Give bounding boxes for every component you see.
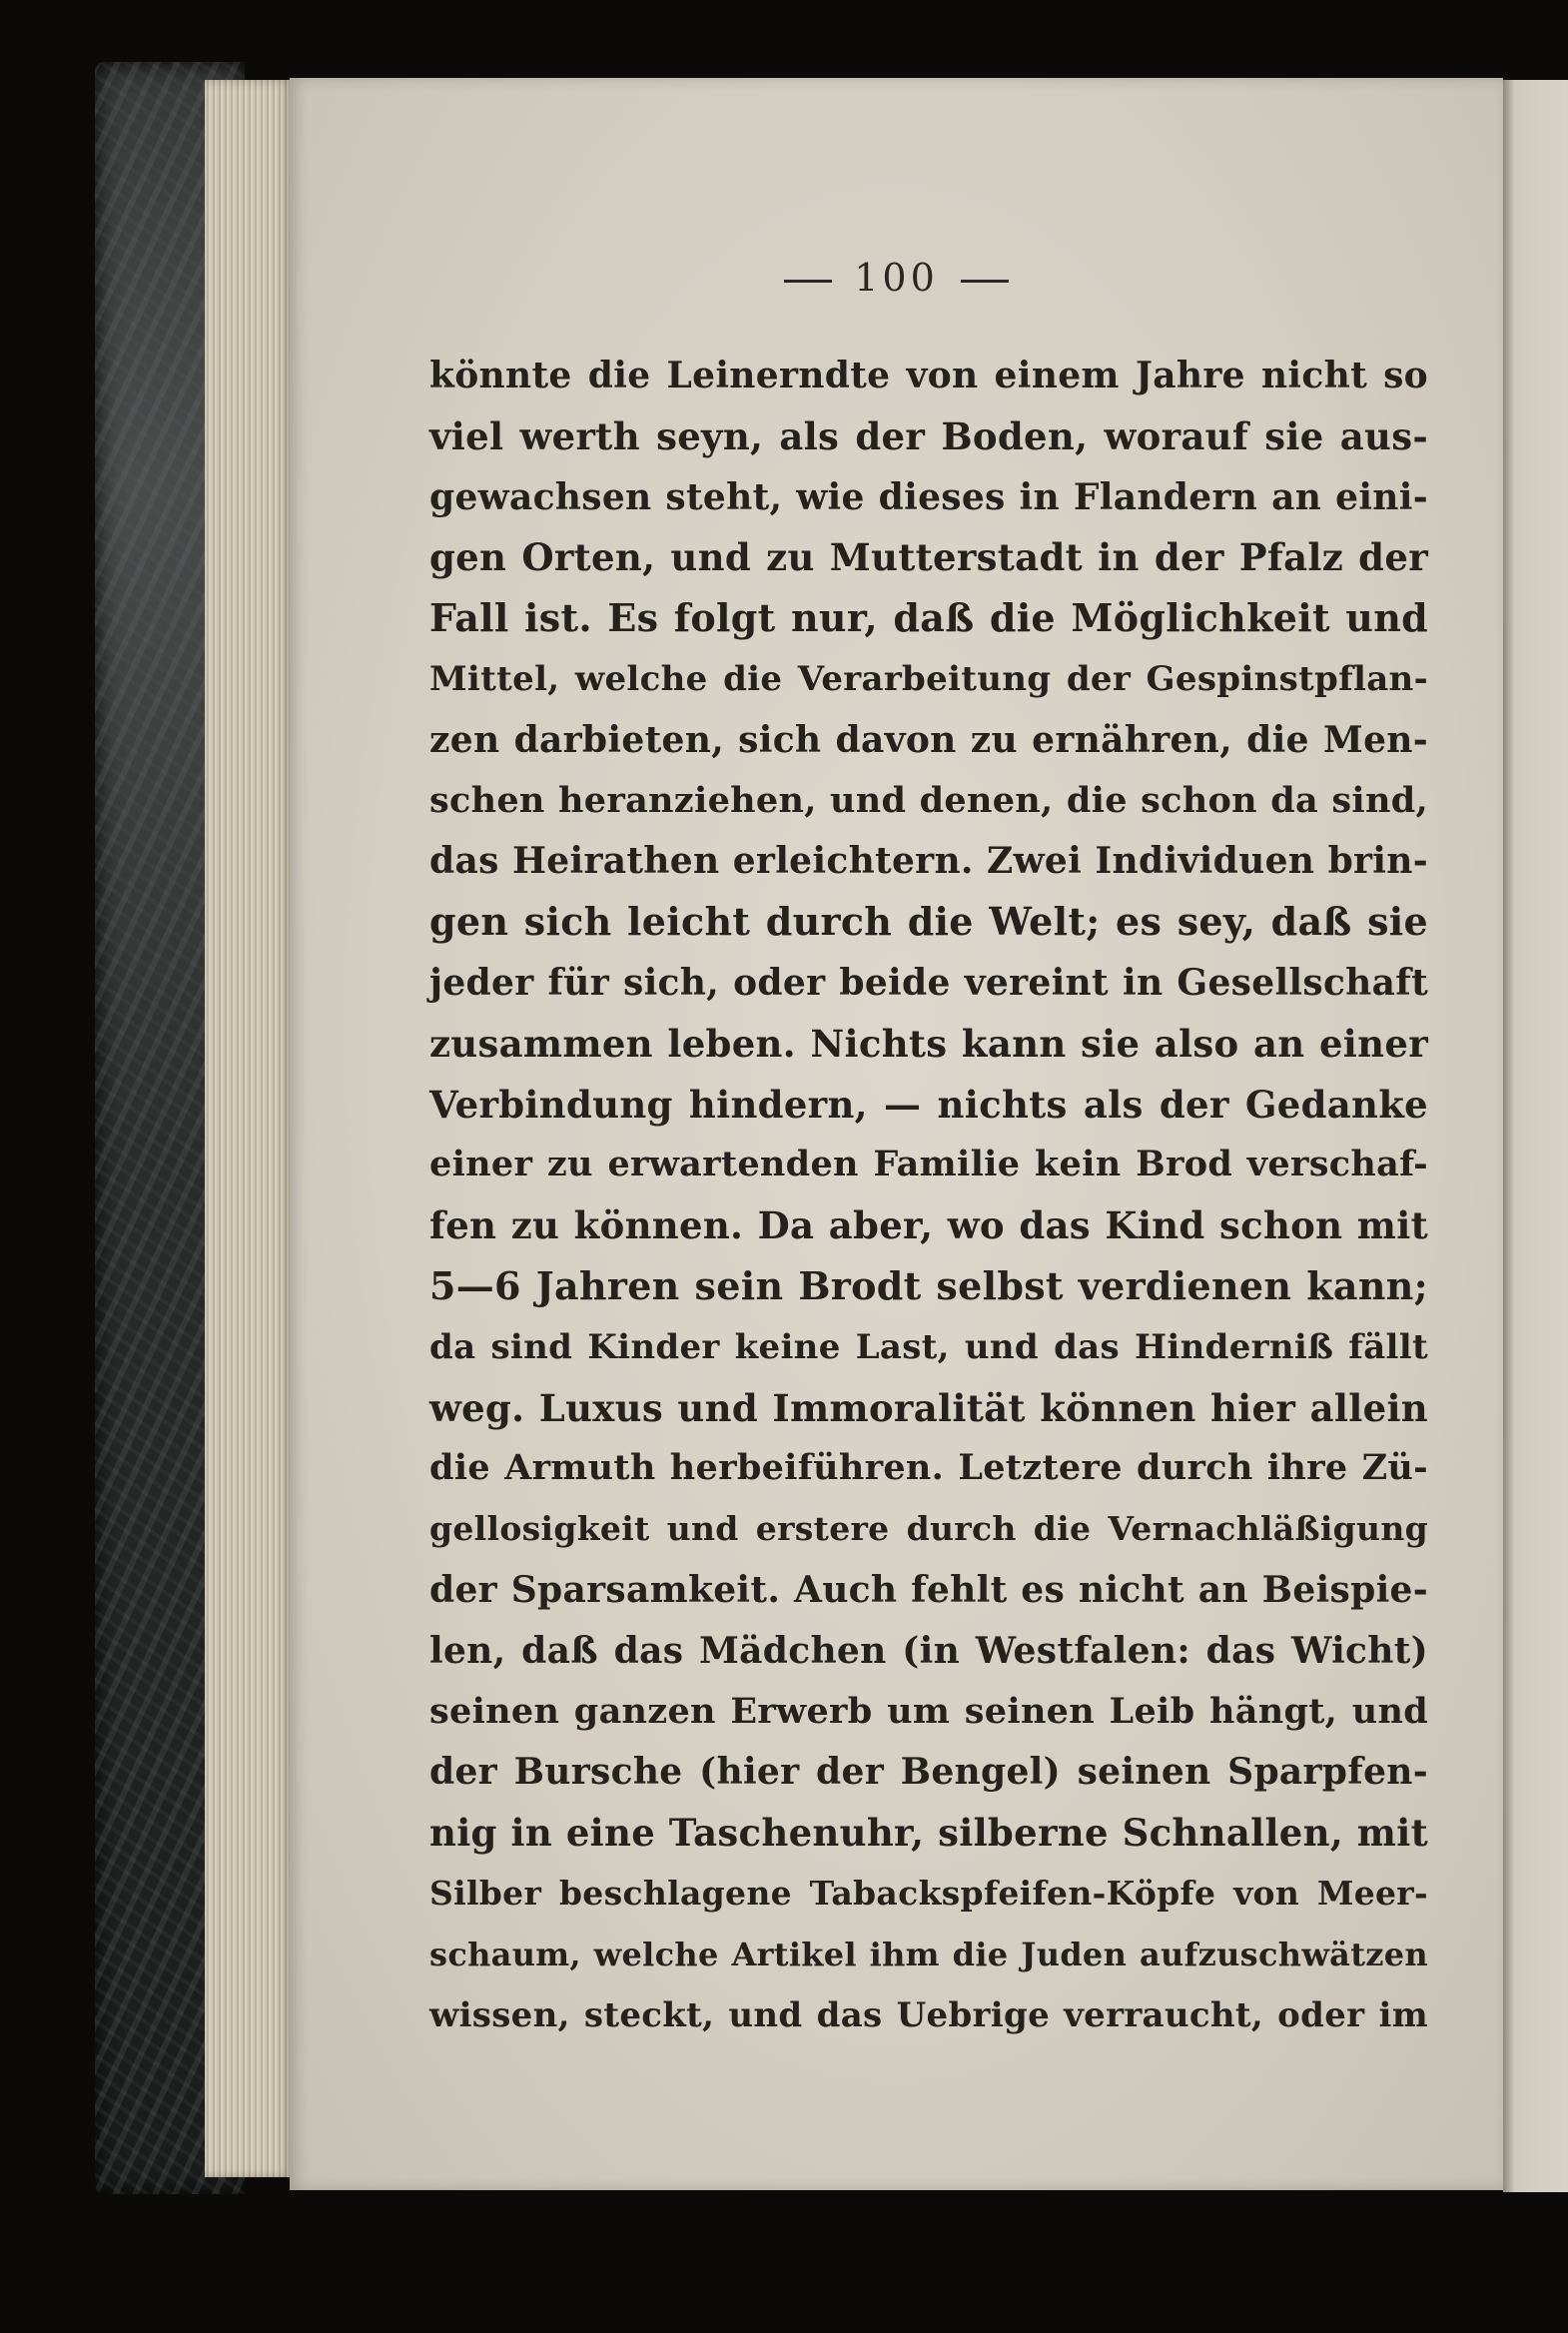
text-line: gen Orten, und zu Mutterstadt in der Pfalz der — [429, 535, 1428, 580]
facing-page-edge — [1503, 80, 1568, 2192]
text-line: fen zu können. Da aber, wo das Kind schon mit — [429, 1203, 1428, 1248]
page-header — [290, 256, 1503, 300]
text-line: Fall ist. Es folgt nur, daß die Möglichkeit und — [429, 595, 1428, 641]
text-line: Silber beschlagene Tabackspfeifen-Köpfe von Meer- — [429, 1873, 1428, 1913]
text-line: gellosigkeit und erstere durch die Vernachläßigung — [429, 1509, 1428, 1549]
text-line: Mittel, welche die Verarbeitung der Gespinstpflan- — [429, 658, 1428, 699]
text-line: schen heranziehen, und denen, die schon da sind, — [429, 779, 1428, 821]
text-line: viel werth seyn, als der Boden, worauf sie aus- — [429, 413, 1428, 458]
text-line: schaum, welche Artikel ihm die Juden aufzuschwätzen — [429, 1935, 1428, 1973]
text-line: Verbindung hindern, — nichts als der Gedanke — [429, 1082, 1428, 1127]
text-line: könnte die Leinerndte von einem Jahre nicht so — [429, 355, 1428, 396]
text-line: die Armuth herbeiführen. Letztere durch ihre Zü- — [429, 1447, 1428, 1489]
text-line: nig in eine Taschenuhr, silberne Schnallen, mit — [429, 1811, 1428, 1856]
text-line: gewachsen steht, wie dieses in Flandern an eini- — [429, 475, 1428, 518]
page-number: 100 — [854, 256, 939, 300]
text-line: jeder für sich, oder beide vereint in Gesellschaft — [429, 961, 1428, 1004]
text-line: der Bursche (hier der Bengel) seinen Sparpfen- — [429, 1751, 1428, 1794]
text-line: einer zu erwartenden Familie kein Brod verschaf- — [429, 1144, 1428, 1185]
text-line: len, daß das Mädchen (in Westfalen: das Wicht) — [429, 1629, 1428, 1672]
header-dash-right — [961, 280, 1009, 283]
text-line: zusammen leben. Nichts kann sie also an einer — [429, 1021, 1428, 1066]
text-line: wissen, steckt, und das Uebrige verraucht, oder im — [429, 1994, 1428, 2035]
page-edges — [205, 80, 295, 2177]
text-line: zen darbieten, sich davon zu ernähren, die Men- — [429, 718, 1428, 761]
text-line: gen sich leicht durch die Welt; es sey, daß sie — [429, 899, 1428, 945]
body-text — [429, 346, 1428, 2045]
text-line: da sind Kinder keine Last, und das Hinderniß fällt — [429, 1326, 1428, 1367]
text-line: der Sparsamkeit. Auch fehlt es nicht an Beispie- — [429, 1568, 1428, 1611]
book-page — [290, 78, 1503, 2190]
header-dash-left — [784, 280, 832, 283]
text-line: das Heirathen erleichtern. Zwei Individuen brin- — [429, 840, 1428, 883]
text-line: seinen ganzen Erwerb um seinen Leib hängt, und — [429, 1690, 1428, 1732]
text-line: 5—6 Jahren sein Brodt selbst verdienen kann; — [429, 1262, 1428, 1308]
text-line: weg. Luxus und Immoralität können hier allein — [429, 1385, 1428, 1430]
